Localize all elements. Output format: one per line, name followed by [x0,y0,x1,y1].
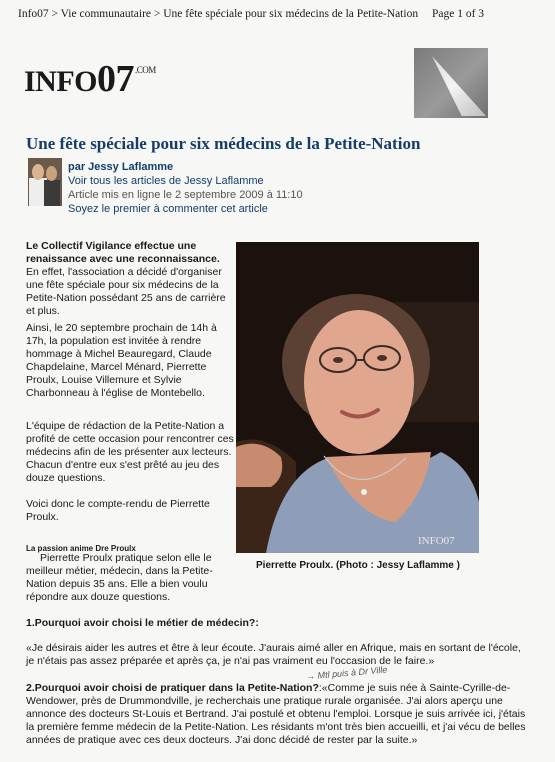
article-byline [68,160,303,216]
logo-number: 07 [97,58,134,100]
answer-2: :«Comme je suis née à Sainte-Cyrille-de-Wendower, près de Drummondville, je recherchais une pratique rurale organisée. J'ai alors aperçu une annonce des docteurs St-Louis et Bertrand. J'ai postulé et obtenu l'emploi. Lorsque je suis arrivée ici, j'étais la première femme médecin de la Petite-Nation. Les résidants m'ont très bien accueilli, et j'ai vécu de belles années de pratique avec ces deux docteurs. J'ai donc décidé de rester par la suite.» [26,682,526,746]
logo-text: INFO [24,65,97,98]
intro-bold-text: Le Collectif Vigilance effectue une renaissance avec une reconnaissance. [26,240,220,265]
page-curl-icon [414,48,488,118]
photo-watermark: INFO07 [418,535,455,547]
intro-text: En effet, l'association a décidé d'organiser une fête spéciale pour six médecins de la Petite-Nation possédant 25 ans de carrière et plus. [26,266,226,317]
paragraph-2: Ainsi, le 20 septembre prochain de 14h à 17h, la population est invitée à rendre hommage à Michel Beauregard, Claude Chapdelaine, Marcel Ménard, Pierrette Proulx, Louise Villemure et Sylvie Charbonneau à l'église de Montebello. [26,322,217,399]
page-number: Page 1 of 3 [432,8,485,20]
author-avatar [28,158,62,206]
author-name[interactable]: par Jessy Laflamme [68,161,174,173]
publish-date: Article mis en ligne le 2 septembre 2009 à 11:10 [68,189,303,201]
article-title: Une fête spéciale pour six médecins de la Petite-Nation [26,134,421,153]
portrait-photo [236,242,479,553]
section-title: La passion anime Dre Proulx [26,544,136,553]
paragraph-3: L'équipe de rédaction de la Petite-Nation a profité de cette occasion pour rencontrer ces médecins afin de les présenter aux lecteurs. Chacun d'entre eux s'est prêté au jeu des douze questions. [26,420,234,484]
intro-paragraph [26,240,234,318]
question-2: 2.Pourquoi avoir choisi de pratiquer dans la Petite-Nation? [26,682,319,694]
question-2-block [26,682,526,747]
handwritten-note: → Mtl puis à Dr Ville [305,664,388,682]
portrait-illustration [236,242,479,553]
photo-caption: Pierrette Proulx. (Photo : Jessy Laflamme ) [256,560,460,571]
site-logo[interactable] [24,60,156,98]
comment-link[interactable]: Soyez le premier à commenter cet article [68,203,268,215]
answer-1: «Je désirais aider les autres et être à leur écoute. J'aurais aimé aller en Afrique, mais en sortant de l'école, je n'étais pas assez préparée et après ça, je n'ai pas vraiment eu l'occasion de le faire.» [26,642,521,667]
author-articles-link[interactable]: Voir tous les articles de Jessy Laflamme [68,175,264,187]
question-1: 1.Pourquoi avoir choisi le métier de médecin?: [26,617,259,629]
breadcrumb: Info07 > Vie communautaire > Une fête spéciale pour six médecins de la Petite-Nation [18,8,419,20]
paragraph-5: Pierrette Proulx pratique selon elle le meilleur métier, médecin, dans la Petite-Nation depuis 35 ans. Elle a bien voulu répondre aux douze questions. [26,552,213,603]
logo-suffix: .COM [135,65,156,75]
paragraph-4: Voici donc le compte-rendu de Pierrette Proulx. [26,498,210,523]
